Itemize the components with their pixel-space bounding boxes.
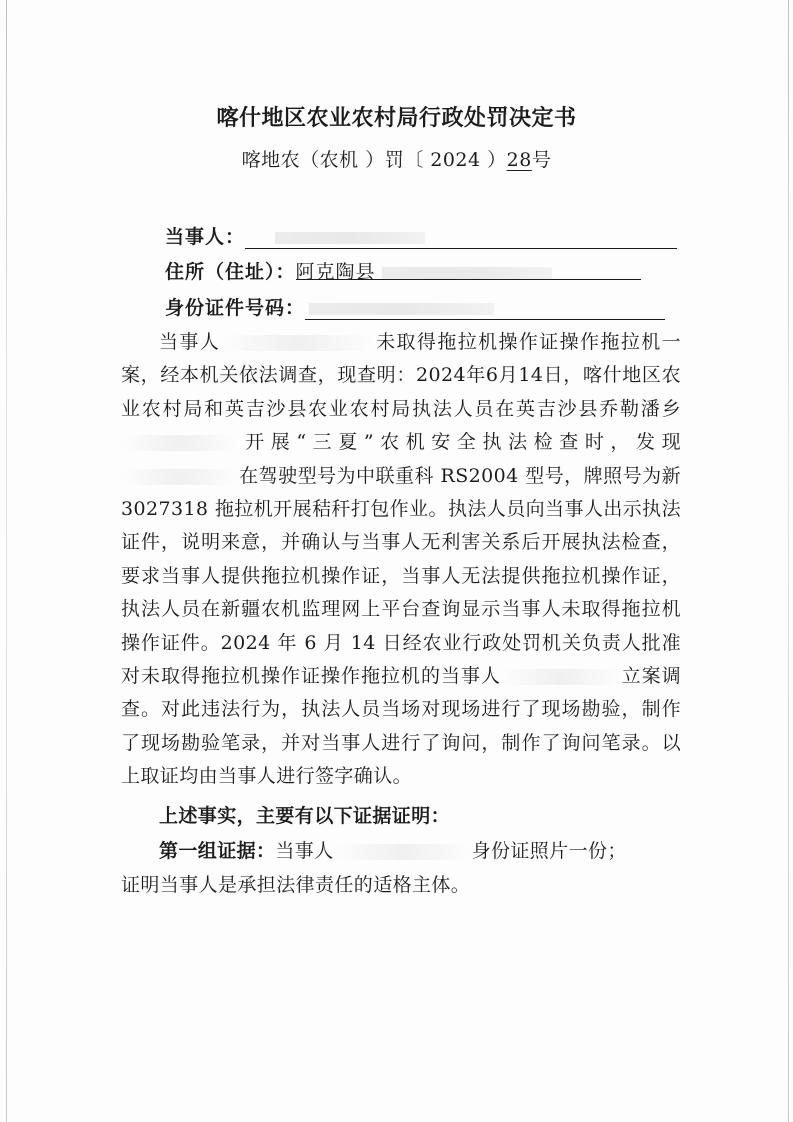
evidence-group-label: 第一组证据： [159, 840, 276, 863]
document-number-suffix: 号 [531, 149, 552, 171]
redacted-name [220, 335, 375, 351]
redacted-name [334, 844, 472, 860]
party-label: 当事人： [165, 226, 246, 248]
evidence-intro: 上述事实，主要有以下证据证明： [159, 804, 451, 827]
document-body [121, 326, 681, 902]
address-value: 阿克陶县 [295, 261, 376, 283]
evidence-group-1 [121, 835, 681, 868]
id-field [165, 293, 665, 320]
document-number-prefix: 喀地农（农机 ）罚〔 2024 ） [241, 149, 507, 171]
id-label: 身份证件号码： [165, 297, 306, 319]
id-value-redacted [305, 297, 665, 320]
facts-text: 在驾驶型号为中联重科 RS2004 型号，牌照号为新 3027318 拖拉机开展秸秆打包作业。执法人员向当事人出示执法证件，说明来意，并确认与当事人无利害关系后开展执法检查，要求当事人提供拖拉机操作证，当事人无法提供拖拉机操作证，执法人员在新疆农机监理网上平台查询显示当事人未取得拖拉机操作证件。2024 年 6 月 14 日经农业行政处罚机关负责人批准对未取得拖拉机操作证操作拖拉机的当事人 [121, 464, 681, 688]
document-number [0, 145, 793, 172]
redacted-name [121, 469, 239, 485]
redaction-mark [382, 267, 552, 279]
document-number-value: 28 [506, 149, 532, 171]
facts-text: 开展“三夏”农机安全执法检查时，发现 [239, 431, 681, 454]
facts-text: 未取得拖拉机操作证操作拖拉机一案，经本机关依法调查，现查明：2024年6月14日，喀什地区农业农村局和英吉沙县农业农村局执法人员在英吉沙县乔勒潘乡 [121, 331, 681, 420]
document-title: 喀什地区农业农村局行政处罚决定书 [216, 105, 577, 131]
redaction-mark [275, 232, 425, 244]
facts-text: 当事人 [159, 331, 221, 353]
redacted-name [501, 669, 621, 685]
redaction-mark [309, 303, 494, 315]
evidence-text: 身份证照片一份； [471, 840, 627, 863]
address-value-line [295, 257, 641, 283]
evidence-text: 当事人 [275, 840, 334, 863]
facts-text: 立案调查。对此违法行为，执法人员当场对现场进行了现场勘验，制作了现场勘验笔录，并对当事人进行了询问，制作了询问笔录。以上取证均由当事人进行签字确认。 [121, 665, 681, 788]
address-label: 住所（住址）： [165, 261, 296, 283]
address-field [165, 257, 641, 284]
facts-paragraph [121, 326, 681, 794]
evidence-group-1-purpose: 证明当事人是承担法律责任的适格主体。 [121, 873, 471, 896]
redacted-location [121, 435, 239, 451]
party-field [165, 222, 677, 249]
party-value-redacted [245, 226, 677, 249]
